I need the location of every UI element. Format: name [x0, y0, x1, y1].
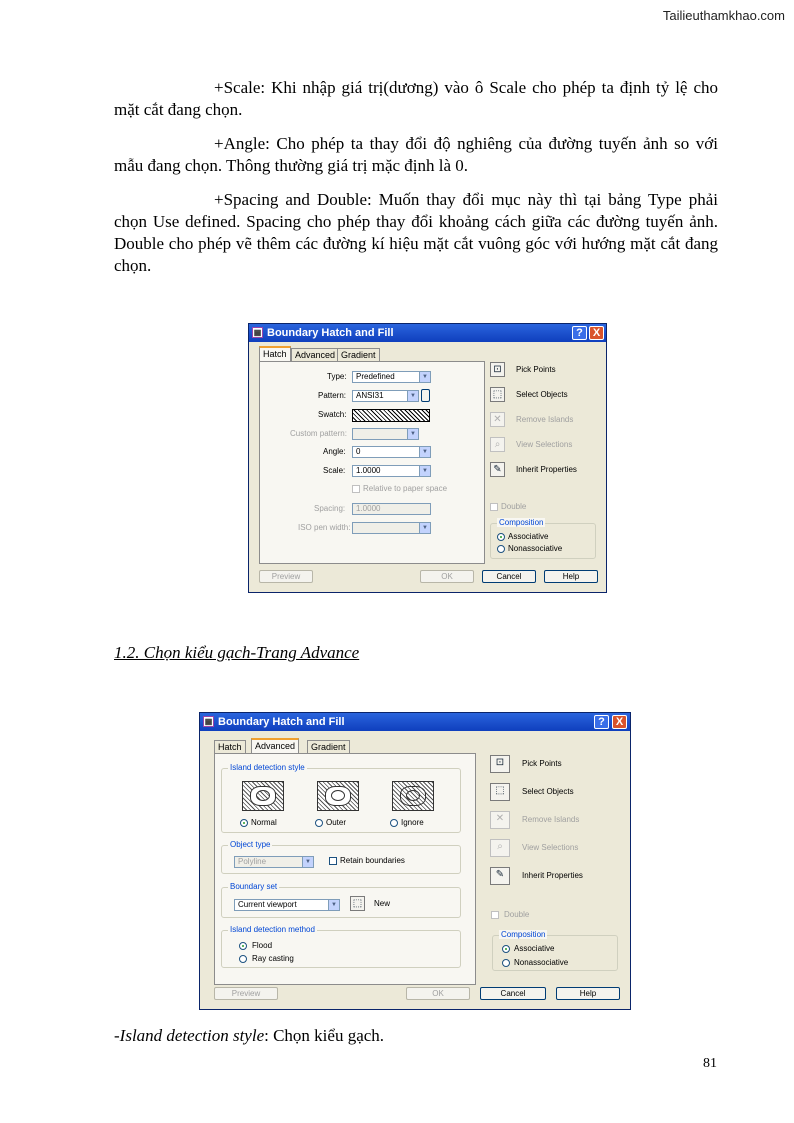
ok-button[interactable]: OK — [420, 570, 474, 583]
remove-islands-label[interactable]: Remove Islands — [516, 415, 574, 424]
composition-group — [490, 518, 596, 559]
help-icon[interactable]: ? — [572, 326, 587, 340]
chevron-down-icon: ▼ — [328, 900, 339, 910]
tab-hatch[interactable]: Hatch — [214, 740, 246, 753]
remove-islands-icon[interactable]: ✕ — [490, 412, 505, 427]
preview-button[interactable]: Preview — [259, 570, 313, 583]
normal-radio[interactable] — [240, 819, 248, 827]
associative-radio[interactable] — [502, 945, 510, 953]
view-selections-icon[interactable]: ⌕ — [490, 437, 505, 452]
object-type-title: Object type — [230, 840, 271, 849]
chevron-down-icon: ▼ — [302, 857, 313, 867]
outer-radio[interactable] — [315, 819, 323, 827]
boundary-set-value: Current viewport — [238, 900, 297, 909]
island-style-group — [221, 763, 461, 833]
hatch-dialog-screenshot — [248, 323, 607, 593]
angle-select[interactable] — [352, 446, 431, 458]
app-icon: ▦ — [204, 717, 213, 726]
double-checkbox[interactable] — [490, 503, 498, 511]
preview-button[interactable]: Preview — [214, 987, 278, 1000]
retain-boundaries-label: Retain boundaries — [340, 856, 405, 865]
view-selections-label[interactable]: View Selections — [516, 440, 573, 449]
hatch-panel — [259, 361, 485, 564]
tab-advanced[interactable]: Advanced — [291, 348, 339, 361]
chevron-down-icon: ▼ — [419, 372, 430, 382]
remove-islands-icon[interactable]: ✕ — [490, 811, 510, 829]
pattern-select[interactable] — [352, 390, 419, 402]
section-heading: 1.2. Chọn kiểu gạch-Trang Advance — [114, 643, 360, 662]
object-type-value: Polyline — [238, 857, 267, 866]
normal-label: Normal — [251, 818, 277, 827]
new-boundary-set-icon[interactable]: ⬚ — [350, 896, 365, 911]
dialog-titlebar — [200, 713, 630, 731]
scale-label: Scale: — [323, 466, 346, 475]
scale-select[interactable] — [352, 465, 431, 477]
associative-label: Associative — [514, 944, 555, 953]
associative-label: Associative — [508, 532, 549, 541]
select-objects-label[interactable]: Select Objects — [516, 390, 568, 399]
help-button[interactable]: Help — [556, 987, 620, 1000]
new-label: New — [374, 899, 391, 908]
help-icon[interactable]: ? — [594, 715, 609, 729]
flood-label: Flood — [252, 941, 273, 950]
flood-radio[interactable] — [239, 942, 247, 950]
outer-label: Outer — [326, 818, 347, 827]
composition-title: Composition — [499, 518, 544, 527]
chevron-down-icon: ▼ — [419, 447, 430, 457]
dialog-titlebar — [249, 324, 606, 342]
caption-term: -Island detection style — [114, 1026, 265, 1045]
nonassociative-label: Nonassociative — [508, 544, 563, 553]
tab-gradient[interactable]: Gradient — [337, 348, 380, 361]
select-objects-icon[interactable]: ⬚ — [490, 387, 505, 402]
ignore-label: Ignore — [401, 818, 424, 827]
ray-casting-label: Ray casting — [252, 954, 294, 963]
island-style-title: Island detection style — [230, 763, 305, 772]
boundary-set-title: Boundary set — [230, 882, 278, 891]
paragraph-scale: +Scale: Khi nhập giá trị(dương) vào ô Scale cho phép ta định tỷ lệ cho mặt cắt đang chọn. — [114, 78, 718, 119]
watermark: Tailieuthamkhao.com — [662, 8, 785, 23]
app-icon: ▦ — [253, 328, 262, 337]
custom-pattern-select[interactable] — [352, 428, 419, 440]
inherit-properties-label[interactable]: Inherit Properties — [522, 871, 583, 880]
nonassociative-label: Nonassociative — [514, 958, 569, 967]
spacing-value: 1.0000 — [356, 504, 381, 513]
nonassociative-radio[interactable] — [497, 545, 505, 553]
chevron-down-icon: ▼ — [419, 466, 430, 476]
page-number: 81 — [703, 1056, 717, 1071]
pick-points-label[interactable]: Pick Points — [516, 365, 556, 374]
relative-checkbox[interactable] — [352, 485, 360, 493]
inherit-properties-label[interactable]: Inherit Properties — [516, 465, 577, 474]
associative-radio[interactable] — [497, 533, 505, 541]
spacing-label: Spacing: — [314, 504, 346, 513]
island-outer-preview[interactable] — [317, 781, 359, 811]
composition-group — [492, 930, 618, 971]
pick-points-icon[interactable]: ⊡ — [490, 755, 510, 773]
composition-title: Composition — [501, 930, 546, 939]
remove-islands-label[interactable]: Remove Islands — [522, 815, 580, 824]
close-icon[interactable]: X — [612, 715, 627, 729]
view-selections-label[interactable]: View Selections — [522, 843, 579, 852]
pattern-swatch[interactable] — [352, 409, 430, 422]
angle-label: Angle: — [323, 447, 346, 456]
paragraph-spacing-double: +Spacing and Double: Muốn thay đổi mục này thì tại bảng Type phải chọn Use defined. Spacing cho phép thay đổi khoảng cách giữa các đường tuyến ảnh. Double cho phép vẽ thêm các đường kí hiệu mặt cắt vuông góc với hướng mặt cắt đang chọn. — [114, 190, 718, 275]
dialog-title: Boundary Hatch and Fill — [267, 327, 394, 339]
angle-value: 0 — [356, 447, 361, 456]
dialog-title: Boundary Hatch and Fill — [218, 716, 345, 728]
chevron-down-icon: ▼ — [407, 429, 418, 439]
ray-casting-radio[interactable] — [239, 955, 247, 963]
tab-advanced[interactable]: Advanced — [251, 738, 299, 753]
chevron-down-icon: ▼ — [419, 523, 430, 533]
spacing-field[interactable] — [352, 503, 431, 515]
iso-pen-label: ISO pen width: — [298, 523, 351, 532]
retain-boundaries-checkbox[interactable] — [329, 857, 337, 865]
boundary-set-group — [221, 882, 461, 918]
double-label: Double — [501, 502, 527, 511]
double-checkbox[interactable] — [491, 911, 499, 919]
boundary-set-select[interactable] — [234, 899, 340, 911]
island-method-group — [221, 925, 461, 968]
pattern-browse-button[interactable] — [421, 389, 430, 402]
cancel-button[interactable]: Cancel — [482, 570, 536, 583]
caption-rest: : Chọn kiểu gạch. — [264, 1026, 385, 1045]
select-objects-label[interactable]: Select Objects — [522, 787, 574, 796]
tab-gradient[interactable]: Gradient — [307, 740, 350, 753]
inherit-properties-icon[interactable]: ✎ — [490, 462, 505, 477]
relative-label: Relative to paper space — [363, 484, 448, 493]
cancel-button[interactable]: Cancel — [480, 987, 546, 1000]
advanced-panel — [214, 753, 476, 985]
type-select[interactable] — [352, 371, 431, 383]
advanced-dialog-screenshot — [199, 712, 631, 1010]
scale-value: 1.0000 — [356, 466, 381, 475]
pattern-value: ANSI31 — [356, 391, 384, 400]
double-label: Double — [504, 910, 530, 919]
ignore-radio[interactable] — [390, 819, 398, 827]
nonassociative-radio[interactable] — [502, 959, 510, 967]
island-normal-preview[interactable] — [242, 781, 284, 811]
object-type-group — [221, 840, 461, 874]
iso-pen-select[interactable] — [352, 522, 431, 534]
custom-pattern-label: Custom pattern: — [290, 429, 347, 438]
pick-points-label[interactable]: Pick Points — [522, 759, 562, 768]
view-selections-icon[interactable]: ⌕ — [490, 839, 510, 857]
inherit-properties-icon[interactable]: ✎ — [490, 867, 510, 885]
type-value: Predefined — [356, 372, 395, 381]
tab-hatch[interactable]: Hatch — [259, 346, 291, 361]
type-label: Type: — [327, 372, 347, 381]
chevron-down-icon: ▼ — [407, 391, 418, 401]
close-icon[interactable]: X — [589, 326, 604, 340]
ok-button[interactable]: OK — [406, 987, 470, 1000]
select-objects-icon[interactable]: ⬚ — [490, 783, 510, 801]
paragraph-angle: +Angle: Cho phép ta thay đổi độ nghiêng của đường tuyến ảnh so với mẫu đang chọn. Thông thường giá trị mặc định là 0. — [114, 134, 718, 175]
caption — [114, 1026, 384, 1046]
island-ignore-preview[interactable] — [392, 781, 434, 811]
island-method-title: Island detection method — [230, 925, 315, 934]
object-type-select[interactable] — [234, 856, 314, 868]
pick-points-icon[interactable]: ⊡ — [490, 362, 505, 377]
swatch-label: Swatch: — [318, 410, 347, 419]
help-button[interactable]: Help — [544, 570, 598, 583]
pattern-label: Pattern: — [318, 391, 347, 400]
